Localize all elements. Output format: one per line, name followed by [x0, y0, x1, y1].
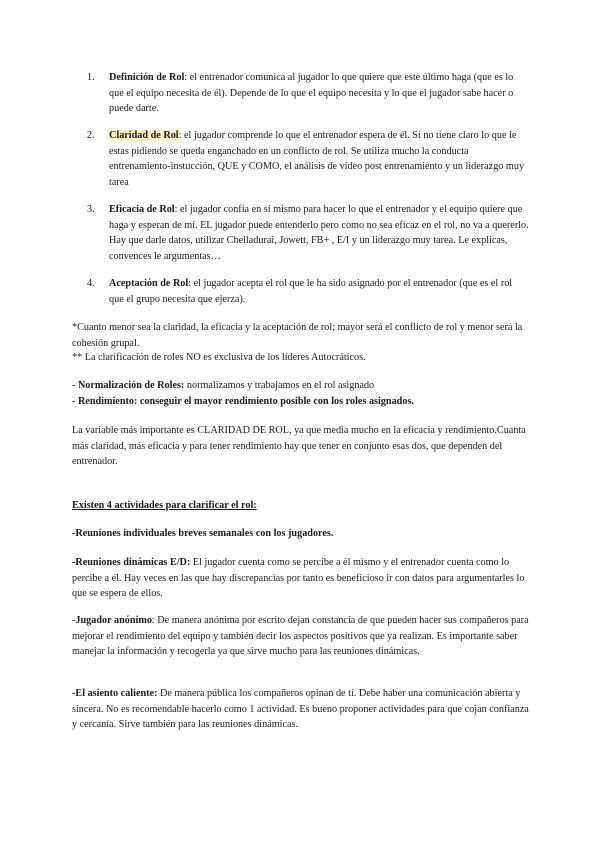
list-item	[87, 202, 529, 264]
activity-title: -El asiento caliente:	[72, 688, 158, 699]
list-item	[87, 276, 529, 307]
list-number: 1.	[87, 72, 95, 83]
list-body	[109, 70, 529, 117]
activity-item	[72, 613, 532, 660]
definition-text: normalizamos y trabajamos en el rol asignado	[184, 380, 375, 391]
activity-title: -Jugador anónimo	[72, 615, 152, 626]
list-item	[87, 128, 529, 190]
activity-text: : De manera anónima por escrito dejan constancia de que pueden hacer sus compañeros para mejorar el rendimiento del equipo y también decir los aspectos positivos que ya realizan. Es importante saber manejar la información y recogerla ya que sirve mucho para las reuniones dinámicas.	[72, 615, 529, 658]
list-body	[109, 202, 529, 264]
term-text: : el jugador confía en sí mismo para hacer lo que el entrenador y el equipo quiere que haga y esperan de mí. EL jugador puede entenderlo pero como no sea eficaz en el rol, no va a quererlo. Hay que darle datos, utilizar Chelladurai, Jowett, FB+ , E/I y un liderazgo muy tarea. Le explicas, convences le argumentas…	[109, 204, 529, 262]
activity-item	[72, 526, 532, 542]
definition-rendimiento	[72, 394, 532, 410]
definition-title: - Rendimiento: conseguir el mayor rendimiento posible con los roles asignados.	[72, 396, 414, 407]
body-paragraph: La variable más importante es CLARIDAD DE ROL, ya que media mucho en la eficacia y rendimiento.Cuanta más claridad, más eficacia y para tener rendimiento hay que tener en conjunto esas dos, que dependen del entrenador.	[72, 425, 526, 468]
term-text: : el jugador acepta el rol que le ha sido asignado por el entrenador (que es el rol que el grupo necesita que ejerza).	[109, 278, 513, 305]
list-number: 3.	[87, 204, 95, 215]
list-body	[109, 128, 529, 190]
term-title: Definición de Rol	[109, 72, 185, 83]
list-item	[87, 70, 529, 117]
note-paragraph: ** La clarificación de roles NO es exclusiva de los líderes Autocráticos.	[72, 352, 366, 363]
activity-text: El jugador cuenta como se percibe a él mismo y el entrenador cuenta como lo percibe a él. Hay veces en las que hay discrepancias por tanto es beneficioso ir con datos para argumentarles lo que se espera de ellos.	[72, 557, 525, 600]
section-heading: Existen 4 actividades para clarificar el rol:	[72, 500, 257, 511]
definition-normalizacion	[72, 378, 532, 394]
note-paragraph: *Cuanto menor sea la claridad, la eficacia y la aceptación de rol; mayor será el conflicto de rol y menor será la cohesión grupal.	[72, 322, 523, 349]
term-title-highlighted: Claridad de Rol	[109, 130, 179, 141]
term-title: Eficacia de Rol	[109, 204, 175, 215]
activity-text: De manera pública los compañeros opinan de ti. Debe haber una comunicación abierta y sincera. No es recomendable hacerlo como 1 actividad. Es bueno proponer actividades para que cojan confianza y cercanía. Sirve también para las reuniones dinámicas.	[72, 688, 529, 731]
list-body	[109, 276, 529, 307]
list-number: 4.	[87, 278, 95, 289]
activity-item	[72, 555, 532, 602]
activity-title: -Reuniones dinámicas E/D:	[72, 557, 191, 568]
definition-title: - Normalización de Roles:	[72, 380, 185, 391]
term-text: : el jugador comprende lo que el entrenador espera de él. Si no tiene claro lo que le estas pidiendo se queda enganchado en un conflicto de rol. Se utiliza mucho la conducta entrenamiento-instucción, QUE y COMO, el análisis de video post entrenamiento y un liderazgo muy tarea	[109, 130, 525, 188]
term-text: : el entrenador comunica al jugador lo que quiere que este último haga (que es lo que el equipo necesita de él). Depende de lo que el equipo necesita y lo que el jugador sabe hacer o puede darte.	[109, 72, 514, 115]
term-title: Aceptación de Rol	[109, 278, 189, 289]
activity-item	[72, 686, 532, 733]
list-number: 2.	[87, 130, 95, 141]
activity-title: -Reuniones individuales breves semanales con los jugadores.	[72, 528, 334, 539]
